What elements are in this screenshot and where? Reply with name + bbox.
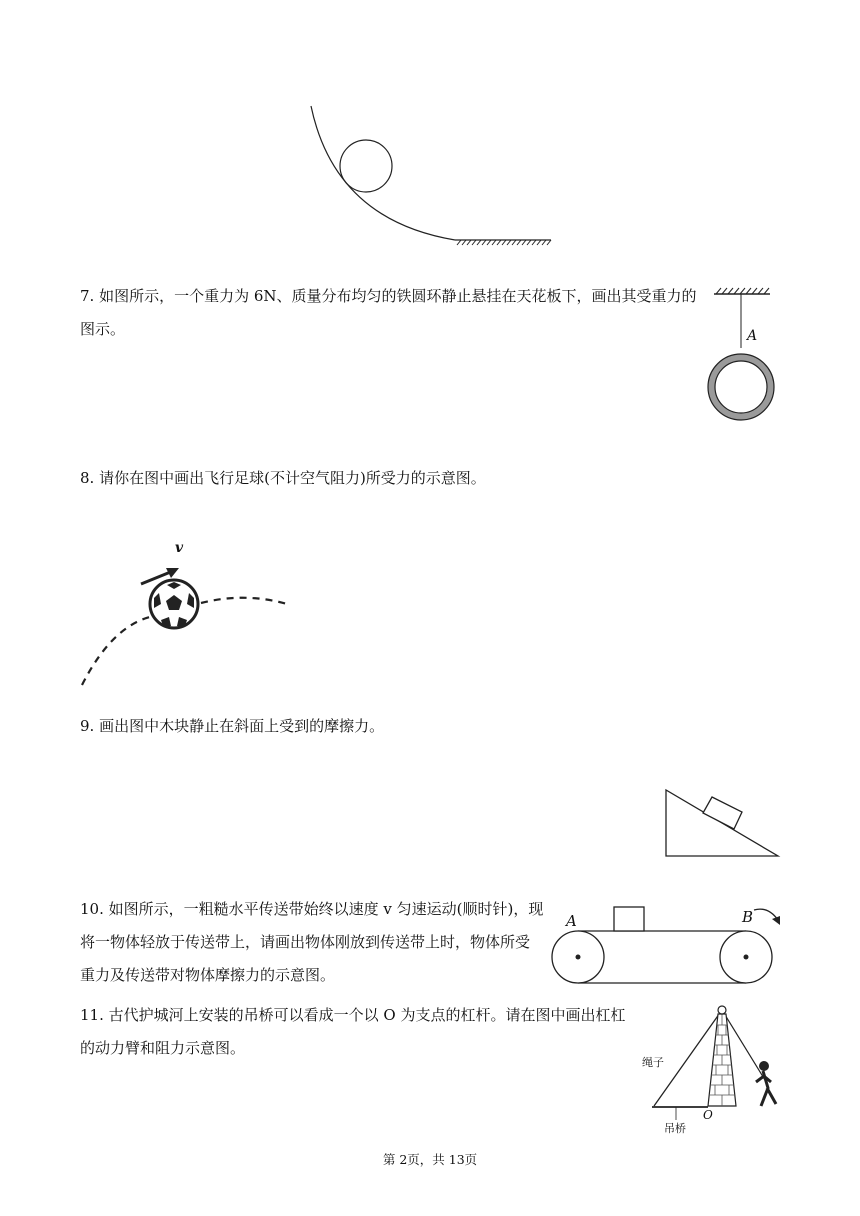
question-7 [80, 280, 700, 346]
question-text: 重力及传送带对物体摩擦力的示意图。 [80, 966, 336, 984]
question-10 [80, 893, 550, 992]
question-number: 7. [80, 287, 95, 305]
question-number: 10. [80, 900, 104, 918]
question-text: 将一物体轻放于传送带上，请画出物体刚放到传送带上时，物体所受 [80, 933, 531, 951]
question-text: 如图所示，一粗糙水平传送带始终以速度 v 匀速运动(顺时针)，现 [108, 900, 544, 918]
drawbridge-label: 吊桥 [664, 1122, 686, 1135]
question-text: 请你在图中画出飞行足球(不计空气阻力)所受力的示意图。 [99, 469, 486, 487]
figure-drawbridge [640, 1000, 790, 1140]
question-number: 11. [80, 1006, 104, 1024]
question-number: 8. [80, 469, 95, 487]
question-9 [80, 710, 680, 743]
figure-ball-on-ramp [305, 100, 560, 250]
question-text: 图示。 [80, 320, 126, 338]
figure-conveyor-belt [550, 898, 790, 993]
velocity-label: v [175, 540, 184, 556]
roller-b-label: B [742, 908, 754, 926]
figure-block-on-incline [660, 784, 785, 864]
question-11 [80, 999, 640, 1065]
question-text: 古代护城河上安装的吊桥可以看成一个以 O 为支点的杠杆。请在图中画出杠杠 [108, 1006, 626, 1024]
question-text: 如图所示，一个重力为 6N、质量分布均匀的铁圆环静止悬挂在天花板下，画出其受重力的 [99, 287, 697, 305]
point-a-label: A [747, 328, 758, 344]
figure-flying-football [75, 540, 305, 690]
page-footer: 第 2页，共 13页 [382, 1152, 478, 1167]
question-text: 画出图中木块静止在斜面上受到的摩擦力。 [99, 717, 385, 735]
roller-a-label: A [566, 912, 577, 930]
question-8 [80, 462, 680, 495]
question-text: 的动力臂和阻力示意图。 [80, 1039, 246, 1057]
rope-label: 绳子 [642, 1056, 664, 1069]
question-number: 9. [80, 717, 95, 735]
figure-hanging-ring [700, 284, 790, 424]
pivot-o-label: O [703, 1108, 713, 1122]
